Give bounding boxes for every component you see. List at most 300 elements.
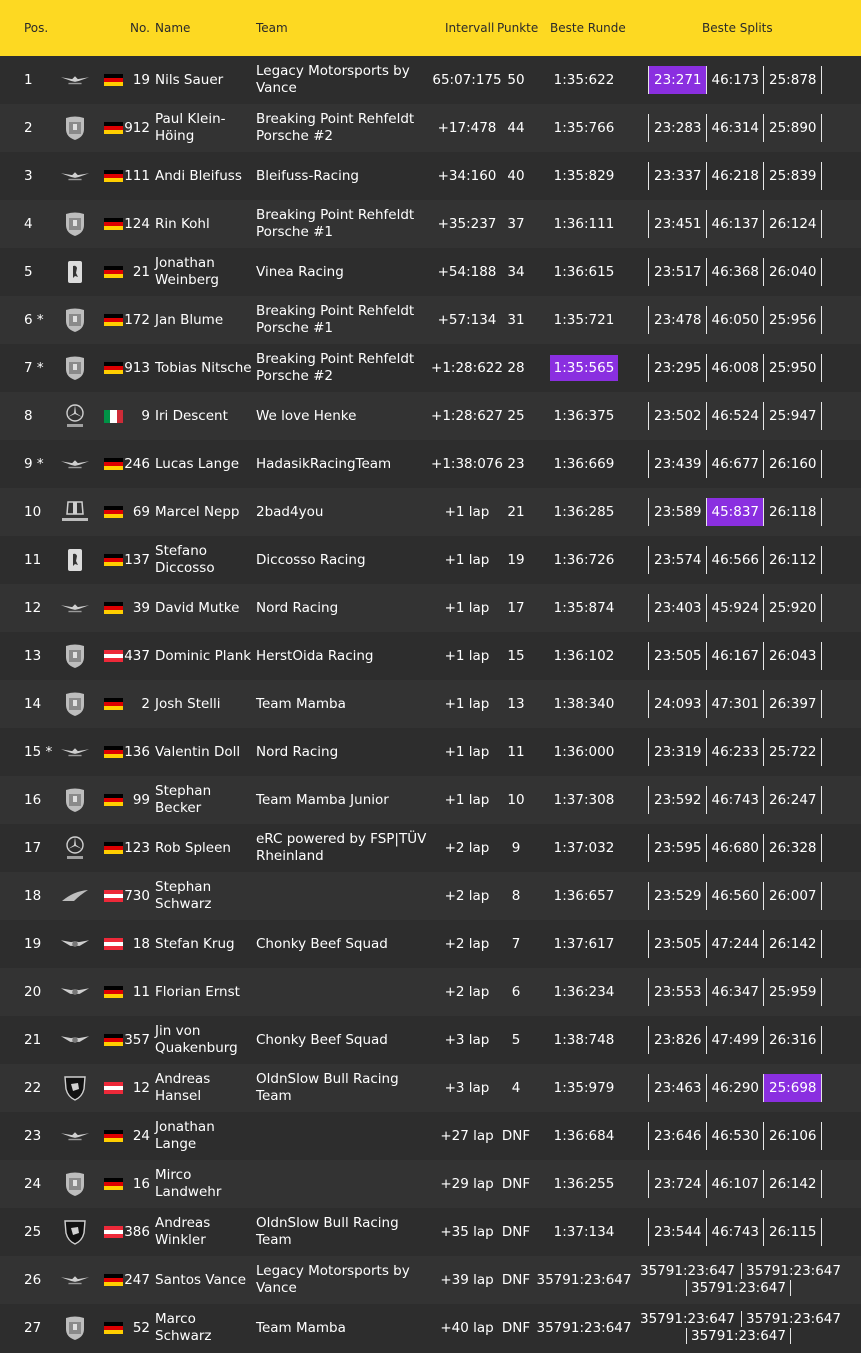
car-number: 136: [124, 744, 150, 760]
split-1: 23:505: [648, 642, 707, 670]
best-splits: [648, 1160, 848, 1208]
best-splits: [648, 1208, 848, 1256]
split-1: 23:646: [648, 1122, 707, 1150]
driver-name: David Mutke: [155, 599, 240, 616]
best-splits: [648, 104, 848, 152]
car-number: 912: [124, 120, 150, 136]
interval: +1 lap: [444, 792, 490, 808]
split-2: 46:743: [707, 1218, 765, 1246]
split-2: 35791:23:647: [741, 1311, 841, 1327]
driver-name: Florian Ernst: [155, 983, 240, 1000]
aston-martin-icon: [60, 584, 90, 632]
bentley-icon: [60, 968, 90, 1016]
driver-name: Valentin Doll: [155, 743, 241, 760]
best-splits: [648, 344, 848, 392]
team-name: Legacy Motorsports by Vance: [256, 63, 410, 96]
best-lap-value: 1:37:617: [553, 936, 615, 952]
team-name: Vinea Racing: [256, 263, 344, 280]
points: DNF: [501, 1128, 531, 1144]
interval: +54:188: [437, 264, 497, 280]
car-number: 357: [124, 1032, 150, 1048]
header-best-lap: Beste Runde: [550, 21, 626, 35]
driver-name: Stefano Diccosso: [155, 543, 215, 576]
header-team: Team: [256, 21, 288, 35]
interval: +2 lap: [444, 888, 490, 904]
team-name: Team Mamba: [256, 695, 346, 712]
interval: +1:28:627: [431, 408, 503, 424]
car-number: 19: [132, 72, 150, 88]
split-1: 23:589: [648, 498, 707, 526]
position: 16: [24, 792, 42, 808]
car-number: 16: [132, 1176, 150, 1192]
best-lap: [536, 968, 632, 1016]
best-lap: [536, 824, 632, 872]
best-lap-value: 1:36:657: [553, 888, 615, 904]
split-2: 46:233: [707, 738, 765, 766]
split-1: 23:295: [648, 354, 707, 382]
best-splits: [636, 1309, 841, 1349]
interval: +29 lap: [440, 1176, 494, 1192]
table-row: [0, 824, 861, 872]
best-splits: [648, 440, 848, 488]
car-number: 18: [132, 936, 150, 952]
table-row: [0, 632, 861, 680]
aston-martin-icon: [60, 56, 90, 104]
aston-martin-icon: [60, 440, 90, 488]
split-1: 23:517: [648, 258, 707, 286]
position: 18: [24, 888, 42, 904]
best-splits: [648, 296, 848, 344]
interval: +3 lap: [444, 1080, 490, 1096]
honda-icon: [60, 488, 90, 536]
best-lap-value: 1:36:000: [553, 744, 615, 760]
position: 7 *: [24, 360, 44, 376]
split-3: 26:040: [764, 258, 822, 286]
table-row: [0, 296, 861, 344]
position: 22: [24, 1080, 42, 1096]
split-2: 46:368: [707, 258, 765, 286]
split-2: 46:680: [707, 834, 765, 862]
table-header: [0, 0, 861, 56]
driver-name: Nils Sauer: [155, 71, 224, 88]
split-2: 46:530: [707, 1122, 765, 1150]
team-name: Team Mamba Junior: [256, 791, 389, 808]
split-3: 26:115: [764, 1218, 822, 1246]
car-number: 437: [124, 648, 150, 664]
split-2: 46:173: [707, 66, 765, 94]
best-splits: [648, 1016, 848, 1064]
split-1: 23:826: [648, 1026, 707, 1054]
best-lap-value: 1:36:285: [553, 504, 615, 520]
best-lap-value: 1:36:234: [553, 984, 615, 1000]
best-lap: [536, 1208, 632, 1256]
points: 19: [507, 552, 525, 568]
ferrari-icon: [60, 536, 90, 584]
interval: +1:38:076: [431, 456, 503, 472]
car-number: 730: [124, 888, 150, 904]
interval: +57:134: [437, 312, 497, 328]
split-3: 25:959: [764, 978, 822, 1006]
table-row: [0, 344, 861, 392]
best-splits: [648, 824, 848, 872]
split-3: 25:698: [764, 1074, 822, 1102]
driver-name: Stephan Becker: [155, 783, 212, 816]
best-lap-value: 1:35:979: [553, 1080, 615, 1096]
best-splits: [648, 920, 848, 968]
interval: +34:160: [437, 168, 497, 184]
split-2: 45:924: [707, 594, 765, 622]
points: 6: [511, 984, 521, 1000]
best-lap: [536, 680, 632, 728]
position: 11: [24, 552, 42, 568]
points: 50: [507, 72, 525, 88]
interval: +35:237: [437, 216, 497, 232]
interval: +40 lap: [440, 1320, 494, 1336]
split-1: 23:478: [648, 306, 707, 334]
best-lap-value: 1:35:829: [553, 168, 615, 184]
split-2: 46:167: [707, 642, 765, 670]
best-lap: [536, 1160, 632, 1208]
points: 40: [507, 168, 525, 184]
table-row: [0, 152, 861, 200]
driver-name: Marcel Nepp: [155, 503, 240, 520]
best-lap: [536, 872, 632, 920]
split-3: 25:956: [764, 306, 822, 334]
points: 7: [511, 936, 521, 952]
points: 23: [507, 456, 525, 472]
interval: +1 lap: [444, 552, 490, 568]
split-2: 35791:23:647: [741, 1263, 841, 1279]
best-lap-value: 1:35:565: [550, 355, 619, 381]
points: 9: [511, 840, 521, 856]
best-lap-value: 1:37:134: [553, 1224, 615, 1240]
split-3: 26:124: [764, 210, 822, 238]
best-lap: [536, 296, 632, 344]
car-number: 123: [124, 840, 150, 856]
results-table: [0, 56, 861, 1352]
team-name: 2bad4you: [256, 503, 324, 520]
best-lap: [536, 776, 632, 824]
position: 9 *: [24, 456, 44, 472]
best-lap: [536, 1016, 632, 1064]
team-name: We love Henke: [256, 407, 357, 424]
position: 6 *: [24, 312, 44, 328]
header-name: Name: [155, 21, 191, 35]
best-lap: [536, 248, 632, 296]
split-3: 25:839: [764, 162, 822, 190]
car-number: 2: [141, 696, 150, 712]
porsche-icon: [60, 632, 90, 680]
team-name: Nord Racing: [256, 743, 339, 760]
split-2: 46:050: [707, 306, 765, 334]
best-splits: [648, 152, 848, 200]
position: 13: [24, 648, 42, 664]
split-2: 46:743: [707, 786, 765, 814]
header-interval: Intervall: [445, 21, 495, 35]
best-lap: [536, 1304, 632, 1352]
best-splits: [648, 1064, 848, 1112]
driver-name: Jonathan Weinberg: [155, 255, 219, 288]
team-name: OldnSlow Bull Racing Team: [256, 1215, 399, 1248]
split-1: 23:403: [648, 594, 707, 622]
best-lap-value: 35791:23:647: [536, 1320, 632, 1336]
position: 14: [24, 696, 42, 712]
split-2: 47:244: [707, 930, 765, 958]
points: 37: [507, 216, 525, 232]
split-1: 23:595: [648, 834, 707, 862]
driver-name: Tobias Nitsche: [155, 359, 252, 376]
table-row: [0, 1016, 861, 1064]
team-name: Bleifuss-Racing: [256, 167, 359, 184]
split-1: 23:271: [648, 66, 707, 94]
mclaren-icon: [60, 872, 90, 920]
table-row: [0, 392, 861, 440]
best-lap: [536, 536, 632, 584]
best-lap-value: 35791:23:647: [536, 1272, 632, 1288]
header-pos: Pos.: [24, 21, 49, 35]
split-1: 23:337: [648, 162, 707, 190]
team-name: Breaking Point Rehfeldt Porsche #1: [256, 207, 415, 240]
table-row: [0, 1208, 861, 1256]
porsche-icon: [60, 1304, 90, 1352]
car-number: 9: [141, 408, 150, 424]
split-2: 46:677: [707, 450, 765, 478]
split-3: 35791:23:647: [686, 1280, 791, 1296]
points: DNF: [501, 1224, 531, 1240]
table-row: [0, 440, 861, 488]
best-splits: [648, 728, 848, 776]
points: DNF: [501, 1320, 531, 1336]
split-3: 26:247: [764, 786, 822, 814]
split-3: 26:043: [764, 642, 822, 670]
best-lap-value: 1:36:669: [553, 456, 615, 472]
interval: +2 lap: [444, 984, 490, 1000]
best-lap-value: 1:35:874: [553, 600, 615, 616]
car-number: 172: [124, 312, 150, 328]
team-name: Chonky Beef Squad: [256, 935, 388, 952]
split-3: 26:328: [764, 834, 822, 862]
points: 25: [507, 408, 525, 424]
interval: +1:28:622: [431, 360, 503, 376]
position: 2: [24, 120, 33, 136]
split-2: 47:499: [707, 1026, 765, 1054]
split-1: 23:529: [648, 882, 707, 910]
table-row: [0, 1256, 861, 1304]
split-2: 45:837: [707, 498, 765, 526]
driver-name: Paul Klein-Höing: [155, 111, 226, 144]
aston-martin-icon: [60, 1256, 90, 1304]
best-lap: [536, 1112, 632, 1160]
best-lap-value: 1:36:684: [553, 1128, 615, 1144]
aston-martin-icon: [60, 1112, 90, 1160]
table-row: [0, 488, 861, 536]
split-3: 25:947: [764, 402, 822, 430]
interval: +39 lap: [440, 1272, 494, 1288]
driver-name: Rin Kohl: [155, 215, 210, 232]
table-row: [0, 56, 861, 104]
best-lap-value: 1:36:102: [553, 648, 615, 664]
split-2: 47:301: [707, 690, 765, 718]
porsche-icon: [60, 344, 90, 392]
table-row: [0, 728, 861, 776]
split-3: 26:142: [764, 1170, 822, 1198]
interval: 65:07:175: [432, 72, 502, 88]
interval: +27 lap: [440, 1128, 494, 1144]
table-row: [0, 776, 861, 824]
split-3: 26:160: [764, 450, 822, 478]
split-1: 23:592: [648, 786, 707, 814]
table-row: [0, 1160, 861, 1208]
driver-name: Stefan Krug: [155, 935, 235, 952]
car-number: 11: [132, 984, 150, 1000]
best-lap: [536, 1256, 632, 1304]
driver-name: Jin von Quakenburg: [155, 1023, 238, 1056]
split-1: 23:724: [648, 1170, 707, 1198]
car-number: 111: [124, 168, 150, 184]
mercedes-amg-icon: [60, 824, 90, 872]
car-number: 247: [124, 1272, 150, 1288]
best-lap: [536, 920, 632, 968]
best-splits: [648, 1112, 848, 1160]
position: 15 *: [24, 744, 53, 760]
porsche-icon: [60, 680, 90, 728]
team-name: Breaking Point Rehfeldt Porsche #2: [256, 111, 415, 144]
split-3: 25:920: [764, 594, 822, 622]
car-number: 21: [132, 264, 150, 280]
mercedes-amg-icon: [60, 392, 90, 440]
header-no: No.: [130, 21, 150, 35]
split-1: 23:574: [648, 546, 707, 574]
split-1: 23:319: [648, 738, 707, 766]
position: 4: [24, 216, 33, 232]
best-lap: [536, 152, 632, 200]
best-lap-value: 1:37:032: [553, 840, 615, 856]
ferrari-icon: [60, 248, 90, 296]
split-2: 46:008: [707, 354, 765, 382]
best-lap-value: 1:36:726: [553, 552, 615, 568]
points: 31: [507, 312, 525, 328]
interval: +1 lap: [444, 648, 490, 664]
split-3: 25:878: [764, 66, 822, 94]
best-lap-value: 1:35:766: [553, 120, 615, 136]
porsche-icon: [60, 104, 90, 152]
team-name: [256, 1160, 436, 1208]
table-row: [0, 200, 861, 248]
split-2: 46:107: [707, 1170, 765, 1198]
table-row: [0, 1112, 861, 1160]
split-3: 26:397: [764, 690, 822, 718]
split-2: 46:218: [707, 162, 765, 190]
team-name: Breaking Point Rehfeldt Porsche #1: [256, 303, 415, 336]
points: 4: [511, 1080, 521, 1096]
lamborghini-icon: [60, 1064, 90, 1112]
split-1: 23:553: [648, 978, 707, 1006]
interval: +35 lap: [440, 1224, 494, 1240]
split-3: 26:112: [764, 546, 822, 574]
split-3: 25:722: [764, 738, 822, 766]
split-3: 26:106: [764, 1122, 822, 1150]
best-splits: [648, 248, 848, 296]
split-2: 46:566: [707, 546, 765, 574]
porsche-icon: [60, 296, 90, 344]
best-splits: [648, 488, 848, 536]
aston-martin-icon: [60, 728, 90, 776]
driver-name: Marco Schwarz: [155, 1311, 212, 1344]
porsche-icon: [60, 1160, 90, 1208]
driver-name: Andreas Winkler: [155, 1215, 211, 1248]
interval: +1 lap: [444, 744, 490, 760]
best-lap-value: 1:35:721: [553, 312, 615, 328]
position: 19: [24, 936, 42, 952]
split-1: 23:439: [648, 450, 707, 478]
table-row: [0, 920, 861, 968]
team-name: Legacy Motorsports by Vance: [256, 1263, 410, 1296]
header-best-splits: Beste Splits: [702, 21, 773, 35]
table-row: [0, 104, 861, 152]
best-lap-value: 1:36:255: [553, 1176, 615, 1192]
driver-name: Stephan Schwarz: [155, 879, 212, 912]
best-lap-value: 1:36:111: [553, 216, 615, 232]
best-splits: [648, 968, 848, 1016]
split-1: 24:093: [648, 690, 707, 718]
table-row: [0, 536, 861, 584]
best-splits: [648, 776, 848, 824]
team-name: [256, 1112, 436, 1160]
split-3: 25:890: [764, 114, 822, 142]
interval: +2 lap: [444, 840, 490, 856]
split-1: 23:451: [648, 210, 707, 238]
split-2: 46:314: [707, 114, 765, 142]
best-lap: [536, 56, 632, 104]
driver-name: Iri Descent: [155, 407, 228, 424]
position: 24: [24, 1176, 42, 1192]
best-lap: [536, 344, 632, 392]
best-splits: [648, 392, 848, 440]
best-splits: [648, 872, 848, 920]
porsche-icon: [60, 200, 90, 248]
aston-martin-icon: [60, 152, 90, 200]
split-2: 46:524: [707, 402, 765, 430]
split-2: 46:290: [707, 1074, 765, 1102]
team-name: Team Mamba: [256, 1319, 346, 1336]
bentley-icon: [60, 1016, 90, 1064]
position: 23: [24, 1128, 42, 1144]
best-lap-value: 1:38:748: [553, 1032, 615, 1048]
car-number: 386: [124, 1224, 150, 1240]
best-lap-value: 1:35:622: [553, 72, 615, 88]
table-row: [0, 1064, 861, 1112]
points: 8: [511, 888, 521, 904]
driver-name: Andi Bleifuss: [155, 167, 242, 184]
team-name: HadasikRacingTeam: [256, 455, 392, 472]
team-name: HerstOida Racing: [256, 647, 374, 664]
split-3: 26:007: [764, 882, 822, 910]
points: 44: [507, 120, 525, 136]
best-splits: [648, 56, 848, 104]
best-splits: [648, 584, 848, 632]
team-name: [256, 872, 436, 920]
best-splits: [648, 200, 848, 248]
car-number: 69: [132, 504, 150, 520]
points: 17: [507, 600, 525, 616]
points: 34: [507, 264, 525, 280]
team-name: Breaking Point Rehfeldt Porsche #2: [256, 351, 415, 384]
interval: +2 lap: [444, 936, 490, 952]
driver-name: Jan Blume: [155, 311, 224, 328]
best-splits: [648, 536, 848, 584]
table-row: [0, 872, 861, 920]
car-number: 39: [132, 600, 150, 616]
